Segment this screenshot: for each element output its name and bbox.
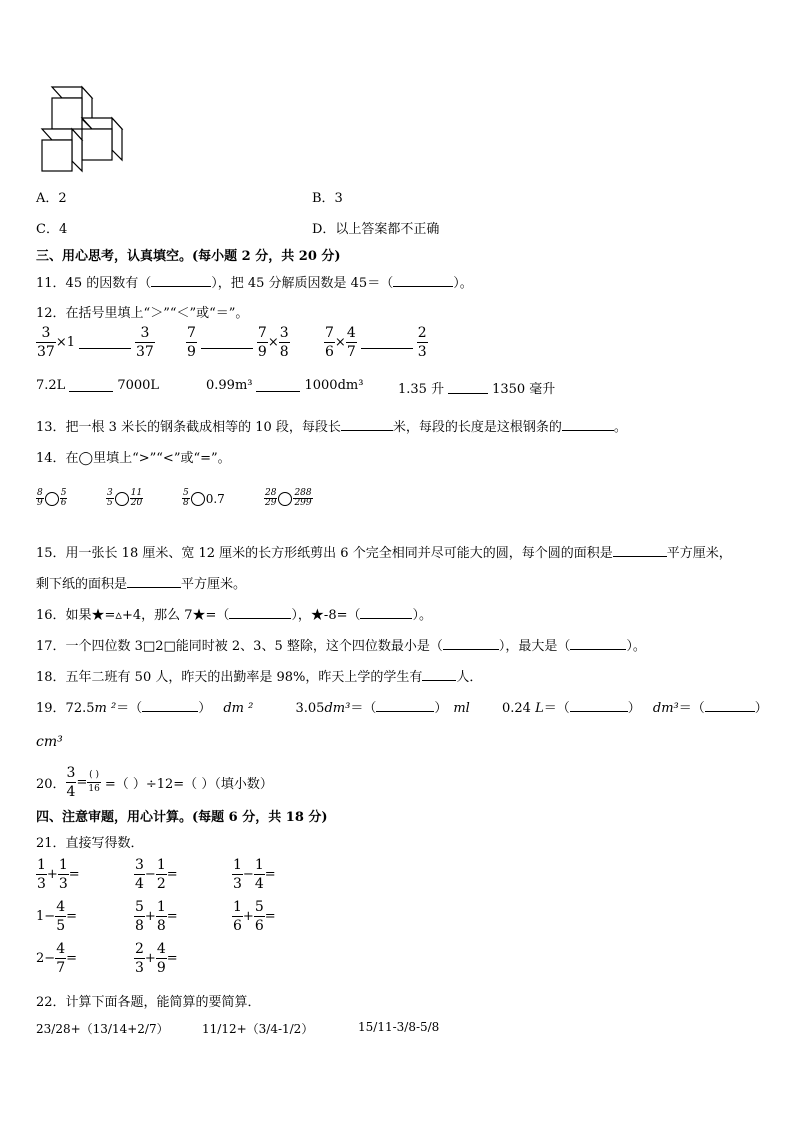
answer-blank[interactable] (393, 274, 453, 287)
answer-blank[interactable] (201, 336, 253, 349)
answer-blank[interactable] (127, 575, 181, 588)
answer-blank[interactable] (360, 606, 412, 619)
answer-blank[interactable] (229, 606, 291, 619)
calc-item: 1 − $\frac{4}{5}$ = (36, 899, 78, 934)
answer-blank[interactable] (705, 699, 755, 712)
answer-blank[interactable] (570, 699, 628, 712)
answer-blank[interactable] (142, 699, 198, 712)
question-19: 19．72.5m ²＝（ ） dm ² 3.05dm³＝（ ） ml 0.24 L＝（ ） dm³＝（ ） (36, 701, 768, 716)
answer-blank[interactable] (376, 699, 434, 712)
question-16: 16．如果★=▵+4，那么 7★=（ ），★-8=（ ）。 (36, 608, 432, 623)
calc-item: $\frac{1}{6}$ + $\frac{5}{6}$ = (233, 899, 276, 934)
circle-compare-2: $\frac{3}{5}$ $\frac{11}{20}$ (107, 488, 143, 508)
question-13: 13．把一根 3 米长的钢条截成相等的 10 段，每段长 米，每段的长度是这根钢条的 。 (36, 420, 627, 435)
circle-compare-1: $\frac{8}{9}$ $\frac{5}{6}$ (37, 488, 67, 508)
answer-blank[interactable] (341, 418, 393, 431)
compare-item-5: 0.99m³ 1000dm³ (206, 378, 364, 393)
calc-item: $\frac{1}{3}$ − $\frac{1}{4}$ = (233, 857, 276, 892)
calc-item: $\frac{5}{8}$ + $\frac{1}{8}$ = (135, 899, 178, 934)
circle-blank[interactable] (191, 492, 205, 506)
calc-item: 2 − $\frac{4}{7}$ = (36, 941, 78, 976)
compare-item-3: $\frac{7}{6}$ × $\frac{4}{7}$ $\frac{2}{3}$ (325, 325, 427, 360)
question-17: 17．一个四位数 3□2□能同时被 2、3、5 整除，这个四位数最小是（ ），最大是（ ）。 (36, 639, 646, 654)
circle-blank[interactable] (278, 492, 292, 506)
question-22-text: 22．计算下面各题，能简算的要简算． (36, 995, 261, 1010)
circle-compare-3: $\frac{5}{8}$ 0.7 (183, 488, 225, 508)
answer-blank[interactable] (79, 336, 131, 349)
compare-item-1: $\frac{3}{37}$ ×1 $\frac{3}{37}$ (37, 325, 154, 360)
circle-compare-4: $\frac{28}{29}$ $\frac{288}{299}$ (265, 488, 312, 508)
calc-item: $\frac{3}{4}$ − $\frac{1}{2}$ = (135, 857, 178, 892)
option-a[interactable]: A．2 (36, 191, 67, 206)
option-d[interactable]: D．以上答案都不正确 (312, 222, 440, 237)
answer-blank[interactable] (151, 274, 211, 287)
option-b[interactable]: B．3 (312, 191, 343, 206)
question-15-line2: 剩下纸的面积是 平方厘米。 (36, 577, 247, 592)
circle-blank[interactable] (45, 492, 59, 506)
question-11: 11．45 的因数有（ ），把 45 分解质因数是 45＝（ ）。 (36, 276, 473, 291)
cube-figure (36, 84, 128, 174)
question-21-text: 21．直接写得数． (36, 836, 144, 851)
question-14-text: 14．在◯里填上“>”“<”或“=”。 (36, 451, 231, 466)
answer-blank[interactable] (443, 637, 499, 650)
section4-title: 四、注意审题，用心计算。(每题 6 分，共 18 分) (36, 810, 328, 825)
expression-3: 15/11-3/8-5/8 (358, 1020, 440, 1034)
answer-blank[interactable] (448, 381, 488, 394)
circle-blank[interactable] (115, 492, 129, 506)
calc-item: $\frac{2}{3}$ + $\frac{4}{9}$ = (135, 941, 178, 976)
compare-item-4: 7.2L 7000L (36, 378, 160, 393)
compare-item-6: 1.35 升 1350 毫升 (398, 382, 556, 397)
question-19-unit: cm³ (36, 734, 63, 750)
expression-1: 23/28+（13/14+2/7） (36, 1022, 169, 1036)
answer-blank[interactable] (562, 418, 614, 431)
answer-blank[interactable] (69, 379, 113, 392)
question-18: 18．五年二班有 50 人，昨天的出勤率是 98%，昨天上学的学生有 人． (36, 670, 483, 685)
option-c[interactable]: C．4 (36, 222, 68, 237)
question-20: 20． $\frac{3}{4}$ = $\frac{( )}{16}$ =（ ）÷12=（ ）（填小数） (36, 765, 273, 800)
answer-blank[interactable] (570, 637, 626, 650)
question-15-line1: 15．用一张长 18 厘米、宽 12 厘米的长方形纸剪出 6 个完全相同并尽可能大的圆，每个圆的面积是 平方厘米， (36, 546, 732, 561)
answer-blank[interactable] (256, 379, 300, 392)
section3-title: 三、用心思考，认真填空。(每小题 2 分，共 20 分) (36, 249, 341, 264)
calc-item: $\frac{1}{3}$ + $\frac{1}{3}$ = (37, 857, 80, 892)
answer-blank[interactable] (422, 668, 456, 681)
answer-blank[interactable] (361, 336, 413, 349)
answer-blank[interactable] (613, 544, 667, 557)
compare-item-2: $\frac{7}{9}$ $\frac{7}{9}$ × $\frac{3}{8}$ (187, 325, 289, 360)
expression-2: 11/12+（3/4-1/2） (202, 1022, 314, 1036)
question-12-text: 12．在括号里填上“＞”“＜”或“＝”。 (36, 306, 249, 321)
